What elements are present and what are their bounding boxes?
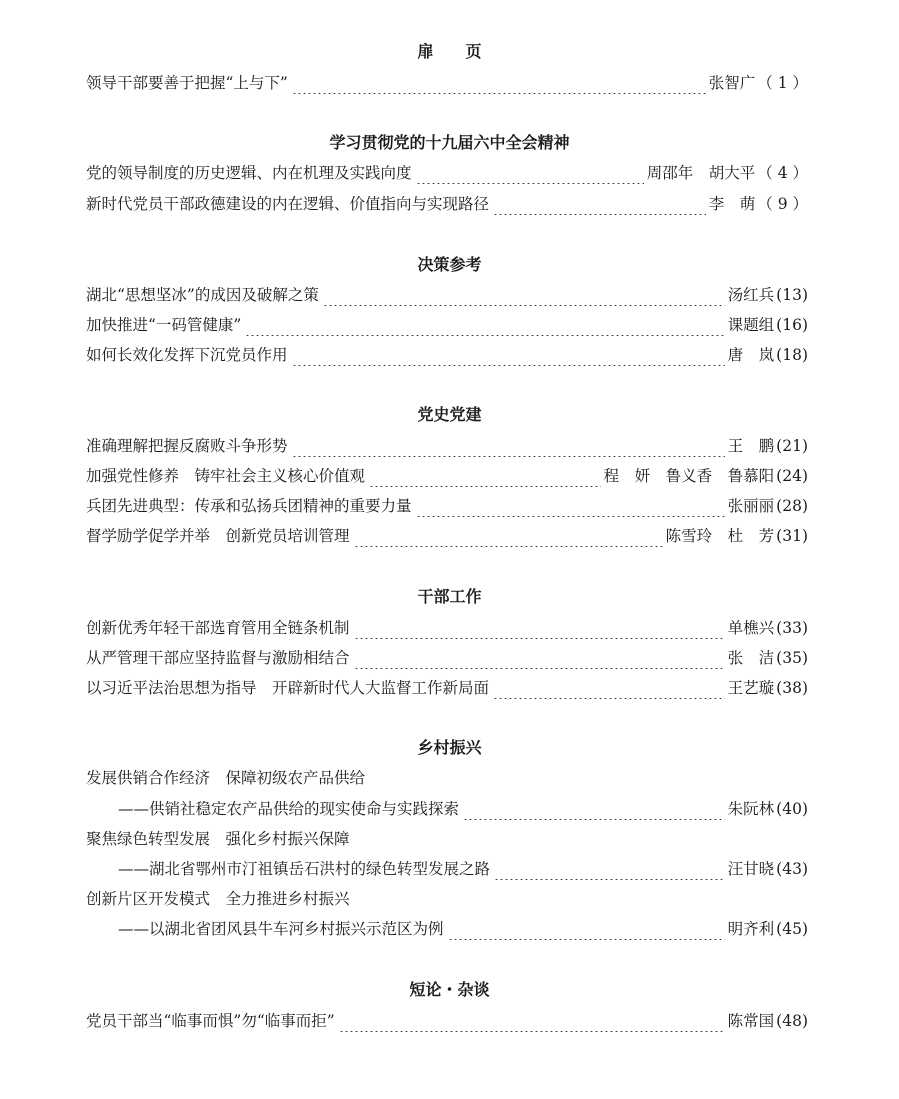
section-heading: 短论・杂谈 <box>409 980 490 999</box>
section-heading: 决策参考 <box>417 255 482 274</box>
toc-entry <box>86 193 808 215</box>
entry-page: (43) <box>776 860 808 878</box>
toc-entry <box>118 858 808 880</box>
entry-title: 兵团先进典型：传承和弘扬兵团精神的重要力量 <box>86 497 412 515</box>
toc-entry <box>118 918 808 940</box>
dot-leader <box>416 495 725 517</box>
toc-entry <box>86 647 808 669</box>
entry-author: 张丽丽 <box>727 497 775 515</box>
entry-page: (16) <box>776 316 808 334</box>
entry-title: 领导干部要善于把握“上与下” <box>86 74 288 92</box>
dot-leader <box>494 858 725 880</box>
dot-leader <box>416 162 644 184</box>
dot-leader <box>369 465 601 487</box>
entry-title: 加强党性修养 铸牢社会主义核心价值观 <box>86 467 366 485</box>
entry-title: 加快推进“一码管健康” <box>86 316 242 334</box>
entry-title: 湖北“思想坚冰”的成因及破解之策 <box>86 286 319 304</box>
entry-author: 明齐利 <box>727 920 775 938</box>
entry-page: (48) <box>776 1012 808 1030</box>
toc-entry <box>86 495 808 517</box>
dot-leader <box>292 344 725 366</box>
entry-subtitle: ——湖北省鄂州市汀祖镇岳石洪村的绿色转型发展之路 <box>118 860 491 878</box>
entry-author: 张智广 <box>708 74 756 92</box>
toc-entry <box>86 435 808 457</box>
toc-entry <box>86 314 808 336</box>
dot-leader <box>292 435 725 457</box>
dot-leader <box>323 284 725 306</box>
toc-entry <box>86 284 808 306</box>
entry-page: (38) <box>776 679 808 697</box>
toc-entry <box>86 617 808 639</box>
toc-entry <box>86 344 808 366</box>
entry-page: （ 9 ） <box>757 195 808 213</box>
dot-leader <box>354 647 725 669</box>
entry-title: 新时代党员干部政德建设的内在逻辑、价值指向与实现路径 <box>86 195 490 213</box>
section-heading: 扉 页 <box>417 42 482 61</box>
entry-author: 课题组 <box>727 316 775 334</box>
entry-subtitle: ——以湖北省团风县牛车河乡村振兴示范区为例 <box>118 920 444 938</box>
toc-entry-title: 创新片区开发模式 全力推进乡村振兴 <box>86 890 350 908</box>
toc-entry <box>86 72 808 94</box>
entry-author: 李 萌 <box>708 195 756 213</box>
dot-leader <box>354 617 725 639</box>
entry-author: 王艺璇 <box>727 679 775 697</box>
section-heading: 乡村振兴 <box>417 738 482 757</box>
entry-author: 汤红兵 <box>727 286 775 304</box>
entry-title: 从严管理干部应坚持监督与激励相结合 <box>86 649 350 667</box>
toc-entry-title: 聚焦绿色转型发展 强化乡村振兴保障 <box>86 830 350 848</box>
entry-page: (40) <box>776 800 808 818</box>
toc-entry <box>118 798 808 820</box>
entry-title: 党的领导制度的历史逻辑、内在机理及实践向度 <box>86 164 412 182</box>
entry-title: 督学励学促学并举 创新党员培训管理 <box>86 527 350 545</box>
dot-leader <box>463 798 725 820</box>
dot-leader <box>448 918 725 940</box>
entry-page: (33) <box>776 619 808 637</box>
entry-author: 唐 岚 <box>727 346 775 364</box>
entry-page: （ 4 ） <box>757 164 808 182</box>
entry-author: 陈常国 <box>727 1012 775 1030</box>
entry-page: (28) <box>776 497 808 515</box>
section-heading: 干部工作 <box>417 587 482 606</box>
entry-author: 汪甘晓 <box>727 860 775 878</box>
toc-entry <box>86 162 808 184</box>
entry-page: (18) <box>776 346 808 364</box>
entry-author: 程 妍 鲁义香 鲁慕阳 <box>603 467 775 485</box>
entry-page: （ 1 ） <box>757 74 808 92</box>
dot-leader <box>339 1010 725 1032</box>
entry-author: 张 洁 <box>727 649 775 667</box>
entry-author: 单樵兴 <box>727 619 775 637</box>
entry-author: 朱阮林 <box>727 800 775 818</box>
toc-entry-title: 发展供销合作经济 保障初级农产品供给 <box>86 769 366 787</box>
entry-title: 准确理解把握反腐败斗争形势 <box>86 437 288 455</box>
entry-author: 王 鹏 <box>727 437 775 455</box>
entry-title: 以习近平法治思想为指导 开辟新时代人大监督工作新局面 <box>86 679 490 697</box>
toc-entry <box>86 677 808 699</box>
entry-title: 创新优秀年轻干部选育管用全链条机制 <box>86 619 350 637</box>
entry-page: (13) <box>776 286 808 304</box>
dot-leader <box>493 677 725 699</box>
entry-author: 陈雪玲 杜 芳 <box>665 527 775 545</box>
toc-entry <box>86 465 808 487</box>
entry-title: 党员干部当“临事而惧”勿“临事而拒” <box>86 1012 335 1030</box>
toc-entry <box>86 1010 808 1032</box>
dot-leader <box>292 72 706 94</box>
section-heading: 党史党建 <box>417 405 482 424</box>
toc-entry <box>86 525 808 547</box>
dot-leader <box>354 525 663 547</box>
section-heading: 学习贯彻党的十九届六中全会精神 <box>329 133 570 152</box>
entry-title: 如何长效化发挥下沉党员作用 <box>86 346 288 364</box>
entry-page: (24) <box>776 467 808 485</box>
entry-page: (45) <box>776 920 808 938</box>
entry-author: 周邵年 胡大平 <box>646 164 756 182</box>
dot-leader <box>493 193 706 215</box>
entry-page: (31) <box>776 527 808 545</box>
entry-page: (21) <box>776 437 808 455</box>
entry-page: (35) <box>776 649 808 667</box>
dot-leader <box>245 314 724 336</box>
entry-subtitle: ——供销社稳定农产品供给的现实使命与实践探索 <box>118 800 460 818</box>
